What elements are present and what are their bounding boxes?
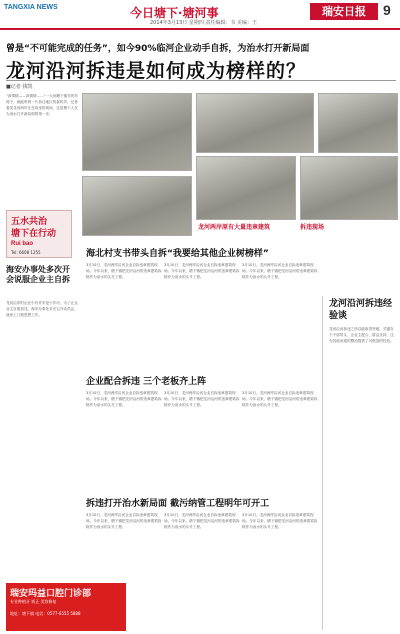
section-3-col-1: 3月10日，龙河两岸沿河企业自拆违章建筑现场。今年以来，塘下镇把龙河沿河的违章建筑拆除作为治水的头号工程。 (86, 513, 162, 529)
section-2-col-1: 3月10日，龙河两岸沿河企业自拆违章建筑现场。今年以来，塘下镇把龙河沿河的违章建筑拆除作为治水的头号工程。 (86, 391, 162, 407)
sidebar-right (322, 296, 398, 630)
photo-river (318, 93, 398, 153)
lead-paragraph: “真情情——真情情……”一大到塘下镇东的东湾子，就能听到一片拆迁地区的轰鸣声，记者看见龙河两岸正在拆违的现场，这是塘下人在为治水打开新局面的第一步。 (6, 94, 78, 116)
sidebar-left-title: 海安办事处多次开会说服企业主自拆 (6, 265, 70, 284)
photo-caption: 龙河两岸原有大量违章建筑 (198, 224, 271, 231)
sidebar-right-title: 龙河沿河拆违经验谈 (329, 299, 393, 321)
section-head-3: 拆违打开治水新局面 截污纳管工程明年可开工 (86, 499, 270, 509)
ad-dental-clinic (6, 583, 126, 631)
ad-dental-contact: 地址：塘下镇 电话：0577-6555 5888 (10, 611, 81, 616)
newspaper-logo: 瑞安日报 (310, 3, 378, 20)
site-name: TANGXIA NEWS (4, 4, 58, 11)
sidebar-right-body: 龙河沿河拆违之所以能取得突破，关键在于干部带头、企业主配合、群众支持，这为其他河道的整治提供了可借鉴的经验。 (329, 327, 394, 343)
photo-riverbank (196, 93, 314, 153)
photo-rubble (196, 156, 296, 220)
divider (6, 80, 396, 81)
section-head-1: 海北村支书带头自拆“我要给其他企业树榜样” (86, 249, 269, 259)
section-1-col-3: 3月10日，龙河两岸沿河企业自拆违章建筑现场。今年以来，塘下镇把龙河沿河的违章建筑拆除作为治水的头号工程。 (242, 263, 318, 279)
section-1-col-1: 3月10日，龙河两岸沿河企业自拆违章建筑现场。今年以来，塘下镇把龙河沿河的违章建筑拆除作为治水的头号工程。 (86, 263, 162, 279)
page-header (0, 0, 400, 30)
ad-brand: Rui bao (11, 241, 33, 247)
section-2-col-2: 3月10日，龙河两岸沿河企业自拆违章建筑现场。今年以来，塘下镇把龙河沿河的违章建筑拆除作为治水的头号工程。 (164, 391, 240, 407)
ad-tel: Tel: 6608 1255 (11, 250, 41, 255)
article-kicker: 曾是“不可能完成的任务”，如今90%临河企业动手自拆，为治水打开新局面 (6, 44, 310, 54)
section-head-2: 企业配合拆违 三个老板齐上阵 (86, 377, 207, 387)
page-number: 9 (383, 2, 391, 18)
section-3-col-3: 3月10日，龙河两岸沿河企业自拆违章建筑现场。今年以来，塘下镇把龙河沿河的违章建筑拆除作为治水的头号工程。 (242, 513, 318, 529)
ad-dental-title: 瑞安玛益口腔门诊部 (10, 589, 92, 599)
section-1-col-2: 3月10日，龙河两岸沿河企业自拆违章建筑现场。今年以来，塘下镇把龙河沿河的违章建筑拆除作为治水的头号工程。 (164, 263, 240, 279)
section-3-col-2: 3月10日，龙河两岸沿河企业自拆违章建筑现场。今年以来，塘下镇把龙河沿河的违章建筑拆除作为治水的头号工程。 (164, 513, 240, 529)
article-headline: 龙河沿河拆违是如何成为榜样的？ (6, 60, 307, 82)
photo-site (300, 156, 398, 220)
ad-line-1: 五水共治 (11, 217, 48, 227)
ad-dental-services: 专业种植牙 矫正 美容修复 (10, 599, 57, 604)
photo-demolition (82, 176, 192, 236)
byline: ■记者 钱凯 (6, 84, 33, 90)
ad-line-2: 塘下在行动 (11, 229, 57, 239)
ad-five-water (6, 210, 72, 258)
photo-building (82, 93, 192, 171)
header-subline: 2014年3月13日 星期四 责任编辑：韦 美编：王 (150, 20, 258, 26)
section-title: 今日塘下·塘河事 (130, 6, 219, 20)
section-2-col-3: 3月10日，龙河两岸沿河企业自拆违章建筑现场。今年以来，塘下镇把龙河沿河的违章建筑拆除作为治水的头号工程。 (242, 391, 318, 407)
sidebar-left-body: 龙河沿岸的企业中有许多是小作坊，为了让企业主自愿拆违，海安办事处多次召开动员会，逐家上门做思想工作。 (6, 301, 78, 317)
photo-caption-2: 拆违现场 (300, 224, 325, 231)
